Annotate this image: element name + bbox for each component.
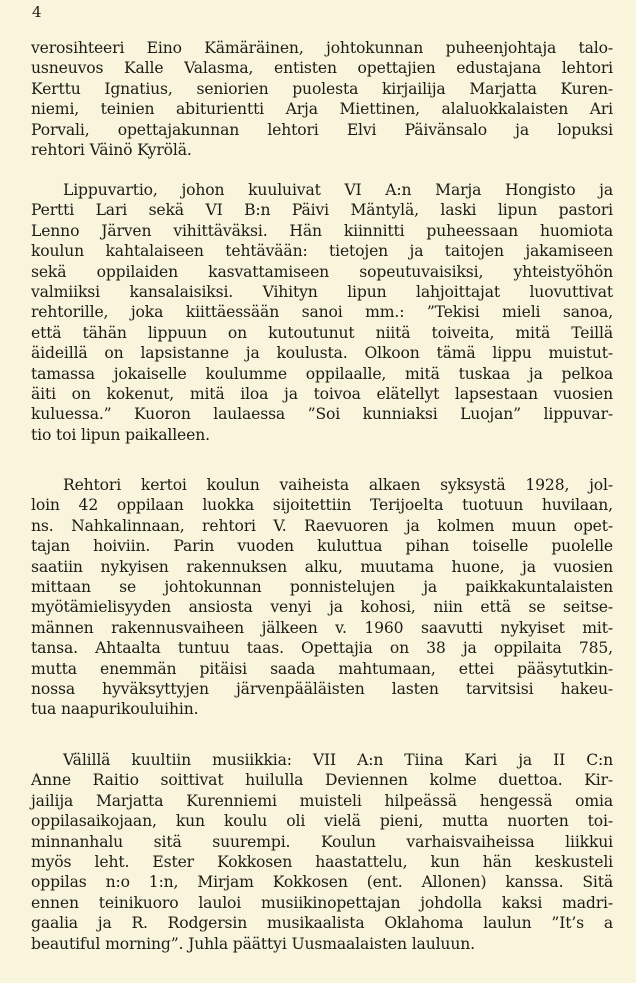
text-line: loin 42 oppilaan luokka sijoitettiin Terijoelta tuotuun huvilaan,: [31, 496, 613, 515]
text-line: jailija Marjatta Kurenniemi muisteli hilpeässä hengessä omia: [31, 791, 613, 810]
text-line: tajan hoiviin. Parin vuoden kuluttua pihan toiselle puolelle: [31, 537, 613, 556]
text-line: ns. Nahkalinnaan, rehtori V. Raevuoren ja kolmen muun opet-: [31, 516, 613, 535]
text-line: äideillä on lapsistanne ja koulusta. Olkoon tämä lippu muistut-: [31, 344, 613, 363]
text-line: rehtorille, joka kiittäessään sanoi mm.: ”Tekisi mieli sanoa,: [31, 303, 613, 322]
text-line: tansa. Ahtaalta tuntuu taas. Opettajia on 38 ja oppilaita 785,: [31, 639, 613, 658]
text-line: Lippuvartio, johon kuuluivat VI A:n Marja Hongisto ja: [63, 181, 613, 199]
text-line: valmiiksi kansalaisiksi. Vihityn lipun lahjoittajat luovuttivat: [31, 282, 613, 301]
text-line: beautiful morning”. Juhla päättyi Uusmaalaisten lauluun.: [31, 934, 475, 953]
text-line: Välillä kuultiin musiikkia: VII A:n Tiina Kari ja II C:n: [63, 751, 613, 769]
text-line: niemi, teinien abiturientti Arja Miettinen, alaluokkalaisten Ari: [31, 100, 613, 119]
text-line: Porvali, opettajakunnan lehtori Elvi Päivänsalo ja lopuksi: [31, 120, 613, 139]
text-line: mutta enemmän pitäisi saada mahtumaan, ettei pääsytutkin-: [31, 659, 613, 678]
text-line: sekä oppilaiden kasvattamiseen sopeutuvaisiksi, yhteistyöhön: [31, 262, 613, 281]
paragraph-4: [31, 750, 613, 954]
paragraph-2: [31, 180, 613, 445]
text-line: Rehtori kertoi koulun vaiheista alkaen syksystä 1928, jol-: [63, 476, 613, 494]
text-line: Anne Raitio soittivat huilulla Deviennen kolme duettoa. Kir-: [31, 771, 613, 790]
text-line: Pertti Lari sekä VI B:n Päivi Mäntylä, laski lipun pastori: [31, 201, 613, 220]
text-line: männen rakennusvaiheen jälkeen v. 1960 saavutti nykyiset mit-: [31, 618, 613, 637]
text-line: kuluessa.” Kuoron laulaessa ”Soi kunniaksi Luojan” lippuvar-: [31, 405, 613, 424]
text-line: myötämielisyyden ansiosta venyi ja kohosi, niin että se seitse-: [31, 598, 613, 617]
text-line: mittaan se johtokunnan ponnistelujen ja paikkakuntalaisten: [31, 577, 613, 596]
paragraph-3: [31, 475, 613, 720]
text-line: oppilas n:o 1:n, Mirjam Kokkosen (ent. Allonen) kanssa. Sitä: [31, 873, 613, 892]
text-line: tamassa jokaiselle koulumme oppilaalle, mitä tuskaa ja pelkoa: [31, 364, 613, 383]
text-line: verosihteeri Eino Kämäräinen, johtokunnan puheenjohtaja talo-: [31, 39, 613, 57]
text-line: tio toi lipun paikalleen.: [31, 425, 210, 444]
text-line: usneuvos Kalle Valasma, entisten opettajien edustajana lehtori: [31, 59, 613, 78]
text-line: että tähän lippuun on kutoutunut niitä toiveita, mitä Teillä: [31, 323, 613, 342]
text-line: saatiin nykyisen rakennuksen alku, muutama huone, ja vuosien: [31, 557, 613, 576]
text-line: nossa hyväksyttyjen järvenpääläisten lasten tarvitsisi hakeu-: [31, 679, 613, 698]
page-number: 4: [32, 3, 42, 21]
text-line: oppilasaikojaan, kun koulu oli vielä pieni, mutta nuorten toi-: [31, 812, 613, 831]
text-line: koulun kahtalaiseen tehtävään: tietojen ja taitojen jakamiseen: [31, 242, 613, 261]
text-line: Kerttu Ignatius, seniorien puolesta kirjailija Marjatta Kuren-: [31, 79, 613, 98]
text-line: ennen teinikuoro lauloi musiikinopettajan johdolla kaksi madri-: [31, 893, 613, 912]
text-line: minnanhalu sitä suurempi. Koulun varhaisvaiheissa liikkui: [31, 832, 613, 851]
text-line: tua naapurikouluihin.: [31, 700, 199, 719]
text-line: Lenno Järven vihittäväksi. Hän kiinnitti puheessaan huomiota: [31, 221, 613, 240]
text-line: rehtori Väinö Kyrölä.: [31, 140, 192, 159]
text-line: gaalia ja R. Rodgersin musikaalista Oklahoma laulun ”It’s a: [31, 914, 613, 933]
paragraph-1: [31, 38, 613, 160]
text-line: äiti on kokenut, mitä iloa ja toivoa elätellyt lapsestaan vuosien: [31, 384, 613, 403]
text-line: myös leht. Ester Kokkosen haastattelu, kun hän keskusteli: [31, 852, 613, 871]
